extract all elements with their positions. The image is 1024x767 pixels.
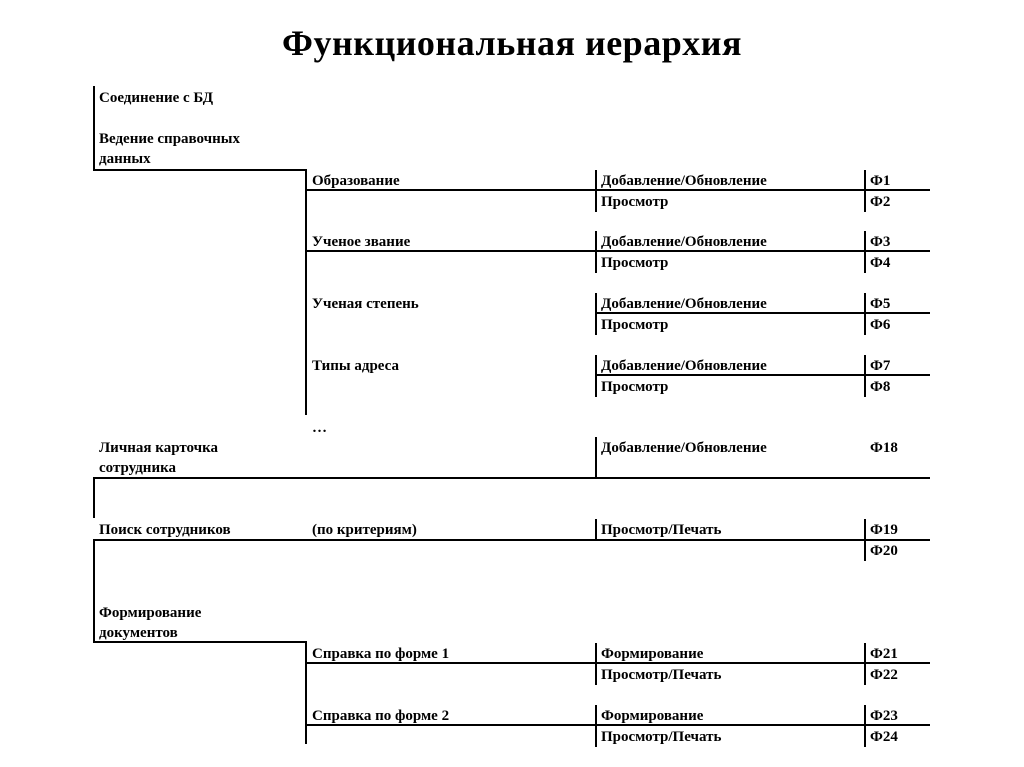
hierarchy-vertical-line [595,643,597,685]
hierarchy-vertical-line [93,478,95,518]
hierarchy-vertical-line [93,540,95,642]
hierarchy-vertical-line [595,170,597,212]
function-code: Ф4 [870,255,891,271]
action-label: Добавление/Обновление [601,358,767,374]
hierarchy-vertical-line [595,293,597,335]
employee-card-label-line2: сотрудника [99,460,176,476]
action-label: Просмотр/Печать [601,522,722,538]
function-code: Ф19 [870,522,898,538]
hierarchy-vertical-line [595,355,597,397]
form1-reference-label: Справка по форме 1 [312,646,450,662]
function-code: Ф20 [870,543,898,559]
action-label: Просмотр [601,255,669,271]
hierarchy-vertical-line [864,643,866,685]
db-connection-label: Соединение с БД [99,90,214,106]
action-label: Добавление/Обновление [601,234,767,250]
hierarchy-horizontal-line [93,539,930,541]
reference-data-label-line1: Ведение справочных [99,131,240,147]
function-code: Ф3 [870,234,891,250]
academic-degree-label: Ученая степень [312,296,419,312]
form2-reference-label: Справка по форме 2 [312,708,450,724]
hierarchy-horizontal-line [305,724,930,726]
function-code: Ф2 [870,194,891,210]
action-label: Добавление/Обновление [601,173,767,189]
hierarchy-vertical-line [595,705,597,747]
action-label: Формирование [601,646,704,662]
function-code: Ф22 [870,667,898,683]
action-label: Просмотр/Печать [601,667,722,683]
documents-label-line2: документов [99,625,178,641]
education-label: Образование [312,173,400,189]
hierarchy-horizontal-line [93,641,307,643]
action-label: Просмотр [601,194,669,210]
criteria-label: (по критериям) [312,522,417,538]
hierarchy-horizontal-line [595,312,930,314]
hierarchy-vertical-line [864,170,866,212]
hierarchy-vertical-line [864,355,866,397]
action-label: Формирование [601,708,704,724]
function-code: Ф24 [870,729,898,745]
hierarchy-vertical-line [864,231,866,273]
function-code: Ф1 [870,173,891,189]
hierarchy-vertical-line [595,437,597,478]
hierarchy-horizontal-line [305,250,930,252]
page-title: Функциональная иерархия [282,23,742,63]
action-label: Добавление/Обновление [601,296,767,312]
employee-search-label: Поиск сотрудников [99,522,231,538]
hierarchy-vertical-line [93,86,95,170]
academic-title-label: Ученое звание [312,234,411,250]
action-label: Просмотр [601,317,669,333]
address-types-label: Типы адреса [312,358,399,374]
function-code: Ф5 [870,296,891,312]
function-code: Ф23 [870,708,898,724]
ellipsis-label: … [312,420,327,436]
hierarchy-horizontal-line [595,374,930,376]
hierarchy-horizontal-line [305,662,930,664]
function-code: Ф18 [870,440,898,456]
hierarchy-vertical-line [595,231,597,273]
hierarchy-horizontal-line [93,169,307,171]
hierarchy-vertical-line [305,642,307,744]
employee-card-label-line1: Личная карточка [99,440,219,456]
function-code: Ф7 [870,358,891,374]
hierarchy-vertical-line [864,705,866,747]
hierarchy-horizontal-line [93,477,930,479]
function-code: Ф21 [870,646,898,662]
action-label: Добавление/Обновление [601,440,767,456]
reference-data-label-line2: данных [99,151,151,167]
function-code: Ф6 [870,317,891,333]
action-label: Просмотр/Печать [601,729,722,745]
documents-label-line1: Формирование [99,605,202,621]
action-label: Просмотр [601,379,669,395]
hierarchy-vertical-line [595,519,597,540]
function-code: Ф8 [870,379,891,395]
hierarchy-horizontal-line [305,189,930,191]
hierarchy-vertical-line [305,170,307,415]
hierarchy-vertical-line [864,293,866,335]
